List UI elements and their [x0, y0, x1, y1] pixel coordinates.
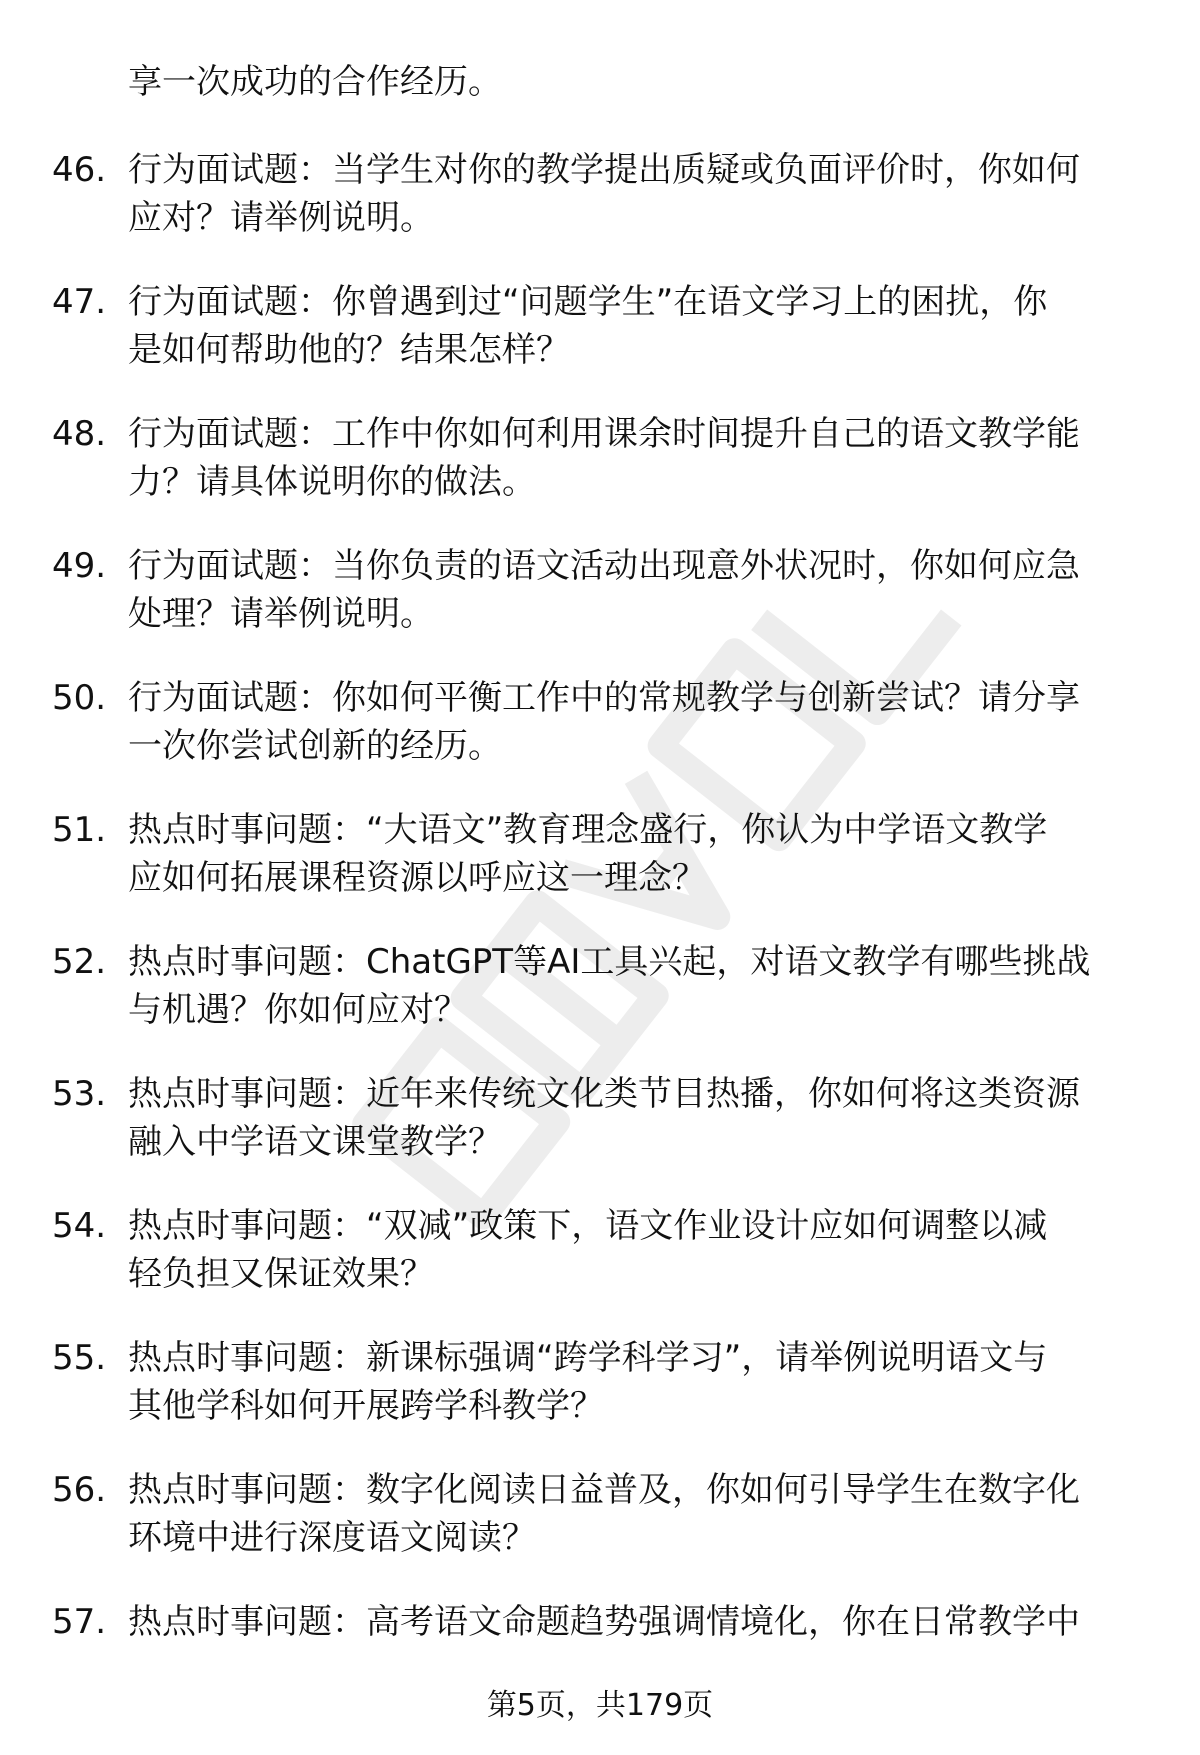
item-text: 行为面试题：当学生对你的教学提出质疑或负面评价时，你如何 应对？请举例说明。: [128, 150, 1080, 238]
item-number: 50.: [52, 678, 107, 718]
list-item: [0, 410, 1200, 542]
list-item: [0, 542, 1200, 674]
list-item: [0, 1070, 1200, 1202]
item-number: 47.: [52, 282, 107, 322]
item-number: 48.: [52, 414, 107, 454]
item-text: 热点时事问题：数字化阅读日益普及，你如何引导学生在数字化 环境中进行深度语文阅读？: [128, 1470, 1080, 1558]
list-item: [0, 278, 1200, 410]
item-text: 热点时事问题：近年来传统文化类节目热播，你如何将这类资源 融入中学语文课堂教学？: [128, 1074, 1080, 1162]
item-number: 52.: [52, 942, 107, 982]
item-text: 热点时事问题：“双减”政策下，语文作业设计应如何调整以减 轻负担又保证效果？: [128, 1206, 1048, 1294]
item-number: 57.: [52, 1602, 107, 1642]
list-item: [0, 806, 1200, 938]
list-item: [0, 674, 1200, 806]
item-number: 54.: [52, 1206, 107, 1246]
item-text: 行为面试题：当你负责的语文活动出现意外状况时，你如何应急 处理？请举例说明。: [128, 546, 1080, 634]
list-item: [0, 1466, 1200, 1598]
list-item: [0, 1202, 1200, 1334]
item-text: 行为面试题：你曾遇到过“问题学生”在语文学习上的困扰，你 是如何帮助他的？结果怎样？: [128, 282, 1048, 370]
item-text: 热点时事问题：ChatGPT等AI工具兴起，对语文教学有哪些挑战 与机遇？你如何应对？: [128, 942, 1091, 1030]
continuation-line: 享一次成功的合作经历。: [128, 62, 502, 102]
item-number: 49.: [52, 546, 107, 586]
list-item: [0, 146, 1200, 278]
page-footer: 第5页，共179页: [486, 1688, 714, 1723]
list-item: [0, 938, 1200, 1070]
question-list: [0, 146, 1200, 1730]
item-text: 热点时事问题：新课标强调“跨学科学习”，请举例说明语文与 其他学科如何开展跨学科教学？: [128, 1338, 1048, 1426]
item-text: 行为面试题：你如何平衡工作中的常规教学与创新尝试？请分享 一次你尝试创新的经历。: [128, 678, 1080, 766]
item-text: 行为面试题：工作中你如何利用课余时间提升自己的语文教学能 力？请具体说明你的做法。: [128, 414, 1080, 502]
list-item: [0, 1334, 1200, 1466]
item-text: 热点时事问题：高考语文命题趋势强调情境化，你在日常教学中: [128, 1602, 1080, 1642]
item-number: 51.: [52, 810, 107, 850]
item-number: 53.: [52, 1074, 107, 1114]
item-text: 热点时事问题：“大语文”教育理念盛行，你认为中学语文教学 应如何拓展课程资源以呼应这一理念？: [128, 810, 1048, 898]
item-number: 56.: [52, 1470, 107, 1510]
item-number: 46.: [52, 150, 107, 190]
item-number: 55.: [52, 1338, 107, 1378]
